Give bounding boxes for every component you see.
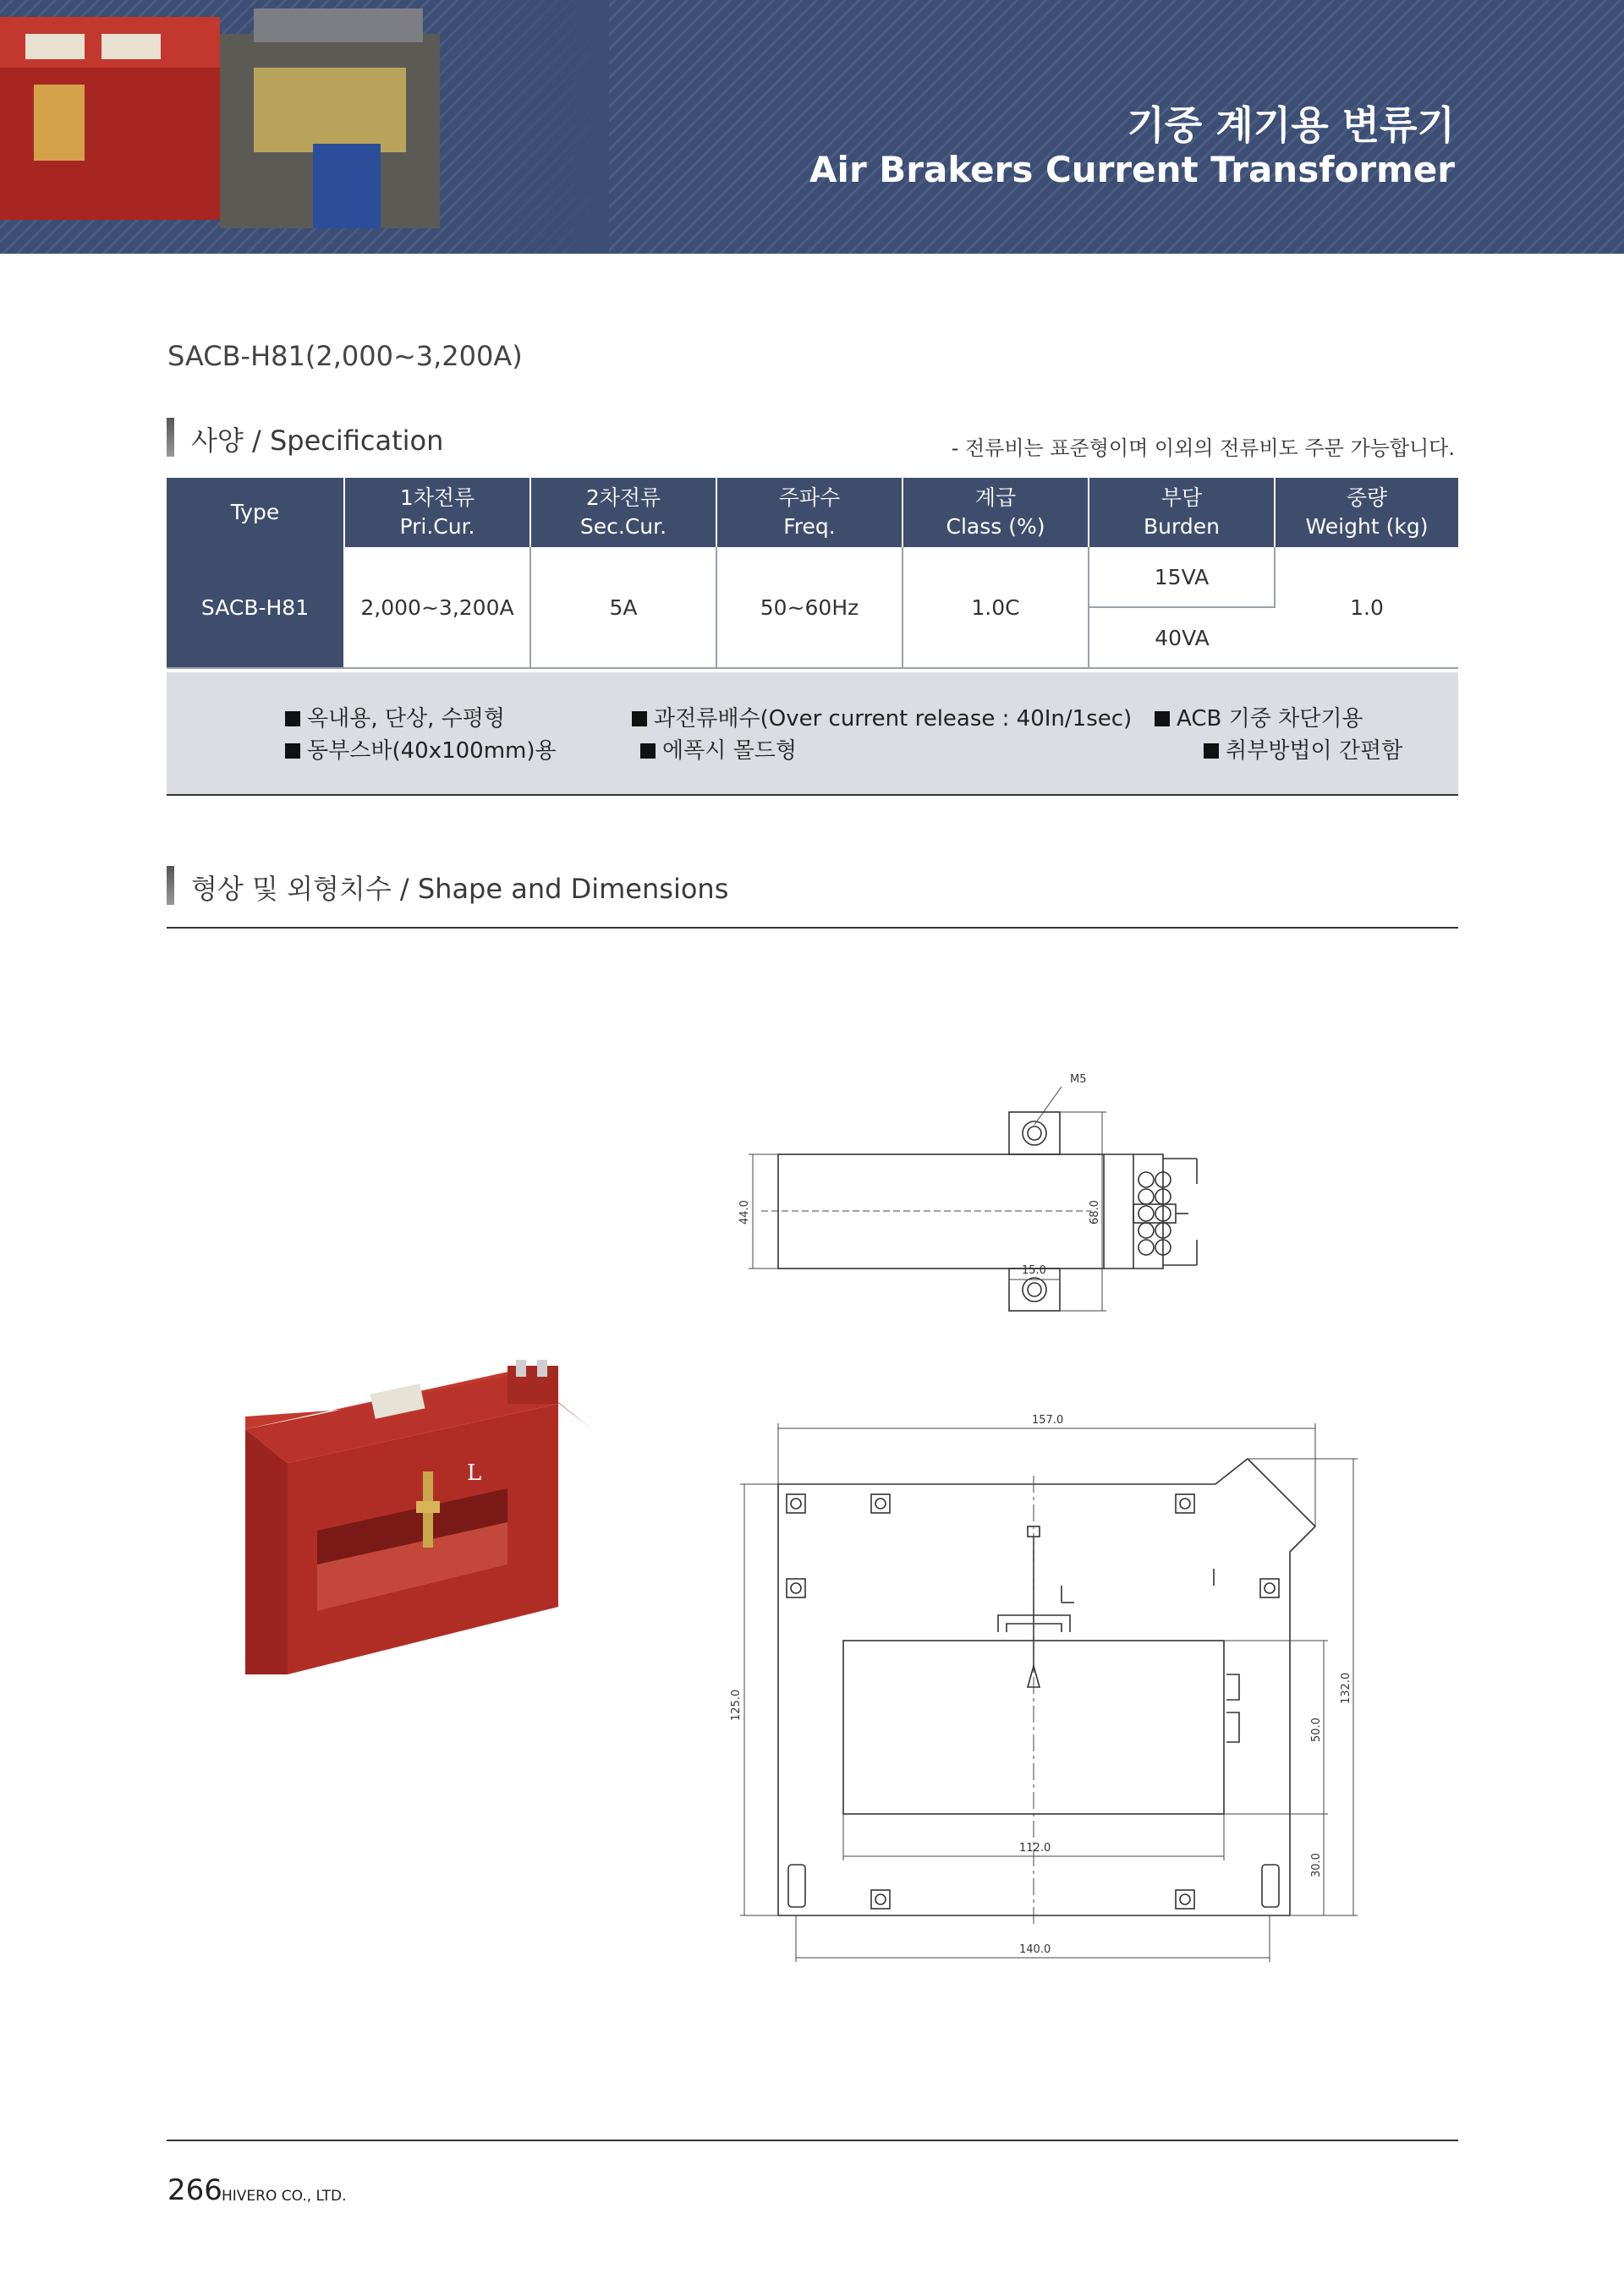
features-box <box>167 672 1458 796</box>
feature-item: 과전류배수(Over current release : 40In/1sec) <box>632 701 1132 732</box>
model-title: SACB-H81(2,000~3,200A) <box>167 340 523 372</box>
dimension-label: 112.0 <box>1019 1842 1051 1855</box>
bullet-square-icon <box>1155 711 1170 726</box>
spec-heading: 사양 / Specification <box>191 425 444 457</box>
feature-item: 취부방법이 간편함 <box>1204 733 1402 764</box>
column-header-freq: 주파수 Freq. <box>716 478 903 547</box>
dimension-label: 140.0 <box>1019 1943 1051 1956</box>
cell-type: SACB-H81 <box>167 547 344 668</box>
table-header-row <box>167 478 1458 547</box>
column-header-pri-cur: 1차전류 Pri.Cur. <box>344 478 530 547</box>
page-title-korean: 기중 계기용 변류기 <box>1127 102 1455 148</box>
column-header-weight: 중량 Weight (kg) <box>1275 478 1458 547</box>
bullet-square-icon <box>285 743 300 759</box>
shape-heading: 형상 및 외형치수 / Shape and Dimensions <box>191 873 729 905</box>
product-banner-image <box>0 0 609 254</box>
header-banner <box>0 0 1624 254</box>
section-marker <box>167 866 174 905</box>
dimension-label: 50.0 <box>1310 1718 1323 1742</box>
cell-burden-2: 40VA <box>1089 607 1275 668</box>
section-marker <box>167 418 174 457</box>
cell-class: 1.0C <box>903 547 1089 668</box>
cell-pri-cur: 2,000~3,200A <box>344 547 530 668</box>
page-number: 266 <box>167 2173 222 2207</box>
product-photo <box>237 1353 601 1683</box>
divider <box>167 927 1458 929</box>
footer-divider <box>167 2140 1458 2141</box>
dimension-label: 68.0 <box>1089 1200 1101 1225</box>
cell-sec-cur: 5A <box>530 547 716 668</box>
photo-label: L <box>467 1460 482 1486</box>
banner-product-photo <box>0 0 609 254</box>
cell-weight: 1.0 <box>1275 547 1458 668</box>
company-name: HIVERO CO., LTD. <box>222 2188 347 2205</box>
dimension-label: 132.0 <box>1340 1672 1352 1704</box>
bullet-square-icon <box>632 711 647 726</box>
feature-item: 옥내용, 단상, 수평형 <box>285 701 505 732</box>
top-view-drawing <box>727 1066 1353 1370</box>
dimension-label: 125.0 <box>730 1689 743 1721</box>
bullet-square-icon <box>285 711 300 726</box>
spec-note: - 전류비는 표준형이며 이외의 전류비도 주문 가능합니다. <box>951 436 1455 460</box>
cell-burden-1: 15VA <box>1089 547 1275 607</box>
dimension-label: M5 <box>1070 1073 1087 1086</box>
dimension-label: 44.0 <box>738 1200 751 1225</box>
dimension-label: 30.0 <box>1310 1853 1323 1877</box>
dimension-label: 157.0 <box>1032 1414 1064 1427</box>
feature-item: 동부스바(40x100mm)용 <box>285 733 557 764</box>
page-title-english: Air Brakers Current Transformer <box>809 149 1455 190</box>
table-row <box>167 547 1458 607</box>
dimension-label: 15.0 <box>1022 1264 1046 1277</box>
spec-table <box>167 478 1458 669</box>
column-header-sec-cur: 2차전류 Sec.Cur. <box>530 478 716 547</box>
cell-freq: 50~60Hz <box>716 547 903 668</box>
column-header-type: Type <box>167 478 344 547</box>
feature-item: 에폭시 몰드형 <box>640 733 797 764</box>
bullet-square-icon <box>640 743 656 759</box>
front-view-drawing <box>727 1408 1370 1966</box>
column-header-burden: 부담 Burden <box>1089 478 1275 547</box>
column-header-class: 계급 Class (%) <box>903 478 1089 547</box>
bullet-square-icon <box>1204 743 1219 759</box>
feature-item: ACB 기중 차단기용 <box>1155 701 1363 732</box>
